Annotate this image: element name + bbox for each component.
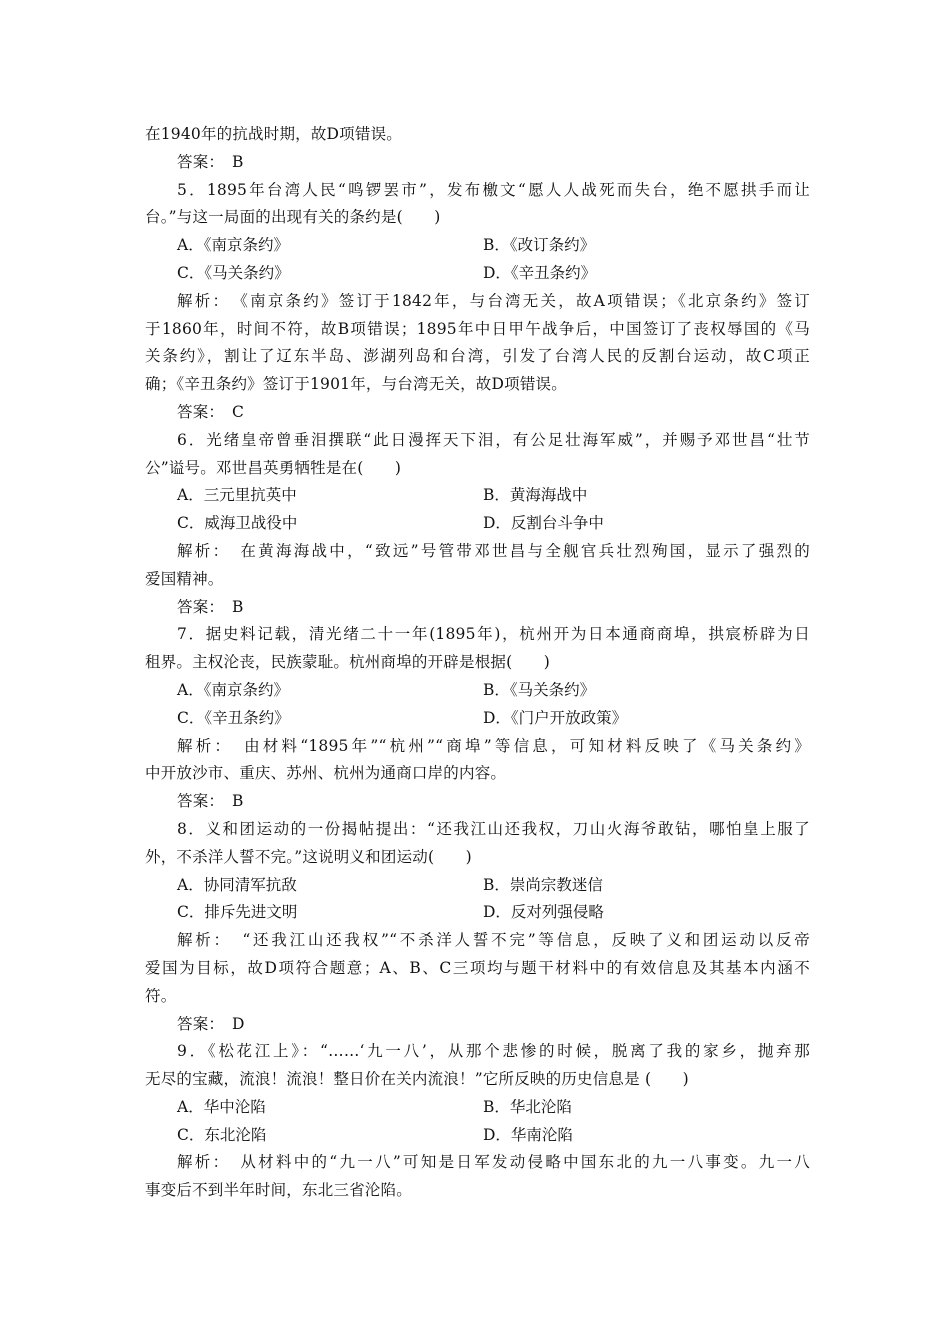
option-row [145,705,810,733]
option-right: B．《马关条约》 [483,680,596,699]
text-line: 公”谥号。邓世昌英勇牺牲是在( ) [145,458,402,477]
option-row [145,482,810,510]
option-row [145,899,810,927]
text-line: 确；《辛丑条约》签订于1901年，与台湾无关，故D项错误。 [145,375,567,394]
option-row [145,260,810,288]
option-left: A．《南京条约》 [177,680,289,699]
option-right: B．黄海海战中 [483,486,588,505]
text-line: 解析： 从材料中的“九一八”可知是日军发动侵略中国东北的九一八事变。九一八 [177,1153,810,1172]
option-left: C．《马关条约》 [177,263,290,282]
option-right: B．《改订条约》 [483,236,596,255]
text-line: 符。 [145,986,177,1005]
text-line: 租界。主权沦丧，民族蒙耻。杭州商埠的开辟是根据( ) [145,653,550,672]
text-line: 事变后不到半年时间，东北三省沦陷。 [145,1181,412,1200]
text-line: 于1860年，时间不符，故B项错误；1895年中日甲午战争后，中国签订了丧权辱国的《马 [145,319,810,338]
text-line: 解析： 《南京条约》签订于1842年，与台湾无关，故A项错误；《北京条约》签订 [177,291,810,310]
option-right: B．崇尚宗教迷信 [483,875,603,894]
text-line: 6．光绪皇帝曾垂泪撰联“此日漫挥天下泪，有公足壮海军威”，并赐予邓世昌“壮节 [177,430,810,449]
text-line: 爱国为目标，故D项符合题意；A、B、C三项均与题干材料中的有效信息及其基本内涵不 [145,958,810,977]
option-left: A．协同清军抗敌 [177,875,297,894]
text-line: 中开放沙市、重庆、苏州、杭州为通商口岸的内容。 [145,764,507,783]
text-line: 答案： D [177,1014,245,1033]
text-line: 解析： “还我江山还我权”“不杀洋人誓不完”等信息，反映了义和团运动以反帝 [177,931,810,950]
option-left: C．排斥先进文明 [177,903,298,922]
text-line: 答案： B [177,792,244,811]
option-left: C．东北沦陷 [177,1125,267,1144]
option-row [145,1122,810,1150]
text-line: 解析： 由材料“1895年”“杭州”“商埠”等信息，可知材料反映了《马关条约》 [177,736,810,755]
option-left: C．《辛丑条约》 [177,708,290,727]
text-line: 关条约》，割让了辽东半岛、澎湖列岛和台湾，引发了台湾人民的反割台运动，故C项正 [145,347,810,366]
text-line: 答案： B [177,152,244,171]
option-row [145,232,810,260]
text-line: 7．据史料记载，清光绪二十一年(1895年)，杭州开为日本通商商埠，拱宸桥辟为日 [177,625,810,644]
option-right: D．《门户开放政策》 [483,708,628,727]
text-line: 外，不杀洋人誓不完。”这说明义和团运动( ) [145,847,472,866]
option-left: C．威海卫战役中 [177,514,298,533]
option-row [145,677,810,705]
text-line: 答案： B [177,597,244,616]
option-right: D．华南沦陷 [483,1125,573,1144]
option-row [145,872,810,900]
option-right: D．反割台斗争中 [483,514,604,533]
document-body [145,121,810,1205]
option-left: A．《南京条约》 [177,236,289,255]
text-line: 解析： 在黄海海战中，“致远”号管带邓世昌与全舰官兵壮烈殉国，显示了强烈的 [177,541,810,560]
option-row [145,1094,810,1122]
text-line: 无尽的宝藏，流浪！流浪！整日价在关内流浪！”它所反映的历史信息是 ( ) [145,1070,689,1089]
option-left: A．三元里抗英中 [177,486,297,505]
text-line: 在1940年的抗战时期，故D项错误。 [145,125,402,143]
option-right: D．反对列强侵略 [483,903,604,922]
text-line: 台。”与这一局面的出现有关的条约是( ) [145,208,441,227]
option-right: D．《辛丑条约》 [483,263,597,282]
text-line: 5．1895年台湾人民“鸣锣罢市”，发布檄文“愿人人战死而失台，绝不愿拱手而让 [177,180,810,199]
text-line: 8．义和团运动的一份揭帖提出：“还我江山还我权，刀山火海爷敢钻，哪怕皇上服了 [177,819,810,838]
option-left: A．华中沦陷 [177,1097,266,1116]
text-line: 9．《松花江上》：“……‘九一八’，从那个悲惨的时候，脱离了我的家乡，抛弃那 [177,1042,810,1061]
text-line: 答案： C [177,402,245,421]
text-line: 爱国精神。 [145,569,224,588]
option-right: B．华北沦陷 [483,1097,572,1116]
option-row [145,510,810,538]
